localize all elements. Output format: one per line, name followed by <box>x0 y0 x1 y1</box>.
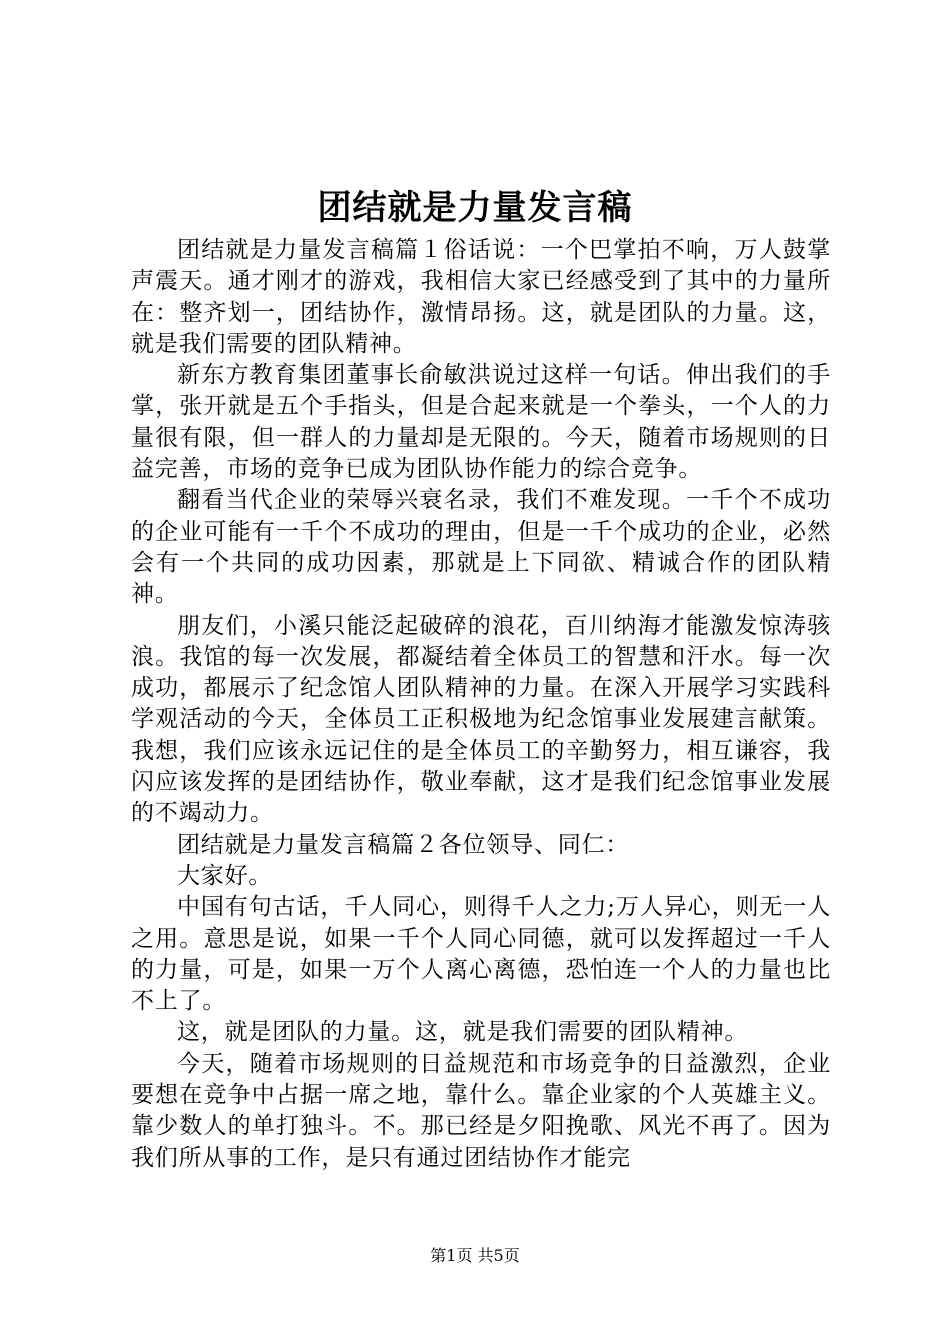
paragraph: 团结就是力量发言稿篇２各位领导、同仁： <box>177 831 630 858</box>
document-title: 团结就是力量发言稿 <box>317 188 633 228</box>
paragraph: 团结就是力量发言稿篇１俗话说：一个巴掌拍不响，万人鼓掌声震天。通才刚才的游戏，我相信大家已经感受到了其中的力量所在：整齐划一，团结协作，激情昂扬。这，就是团队的力量。这，就是我们需要的团队精神。 <box>131 237 831 357</box>
page-footer: 第1页 共5页 <box>430 1246 520 1265</box>
paragraph: 中国有句古话，千人同心，则得千人之力;万人异心，则无一人之用。意思是说，如果一千个人同心同德，就可以发挥超过一千人的力量，可是，如果一万个人离心离德，恐怕连一个人的力量也比不上了。 <box>131 894 831 1015</box>
paragraph: 翻看当代企业的荣辱兴衰名录，我们不难发现。一千个不成功的企业可能有一千个不成功的理由，但是一千个成功的企业，必然会有一个共同的成功因素，那就是上下同欲、精诚合作的团队精神。 <box>131 487 831 608</box>
paragraph: 新东方教育集团董事长俞敏洪说过这样一句话。伸出我们的手掌，张开就是五个手指头，但是合起来就是一个拳头，一个人的力量很有限，但一群人的力量却是无限的。今天，随着市场规则的日益完善，市场的竞争已成为团队协作能力的综合竞争。 <box>131 362 831 483</box>
paragraph: 这，就是团队的力量。这，就是我们需要的团队精神。 <box>177 1019 749 1046</box>
paragraph: 今天，随着市场规则的日益规范和市场竞争的日益激烈，企业要想在竞争中占据一席之地，靠什么。靠企业家的个人英雄主义。靠少数人的单打独斗。不。那已经是夕阳挽歌、风光不再了。因为我们所从事的工作，是只有通过团结协作才能完 <box>131 1050 831 1171</box>
paragraph: 朋友们，小溪只能泛起破碎的浪花，百川纳海才能激发惊涛骇浪。我馆的每一次发展，都凝结着全体员工的智慧和汗水。每一次成功，都展示了纪念馆人团队精神的力量。在深入开展学习实践科学观活动的今天，全体员工正积极地为纪念馆事业发展建言献策。我想，我们应该永远记住的是全体员工的辛勤努力，相互谦容，我闪应该发挥的是团结协作，敬业奉献，这才是我们纪念馆事业发展的不竭动力。 <box>131 612 831 827</box>
paragraph: 大家好。 <box>177 862 273 889</box>
document-body <box>131 235 831 1174</box>
